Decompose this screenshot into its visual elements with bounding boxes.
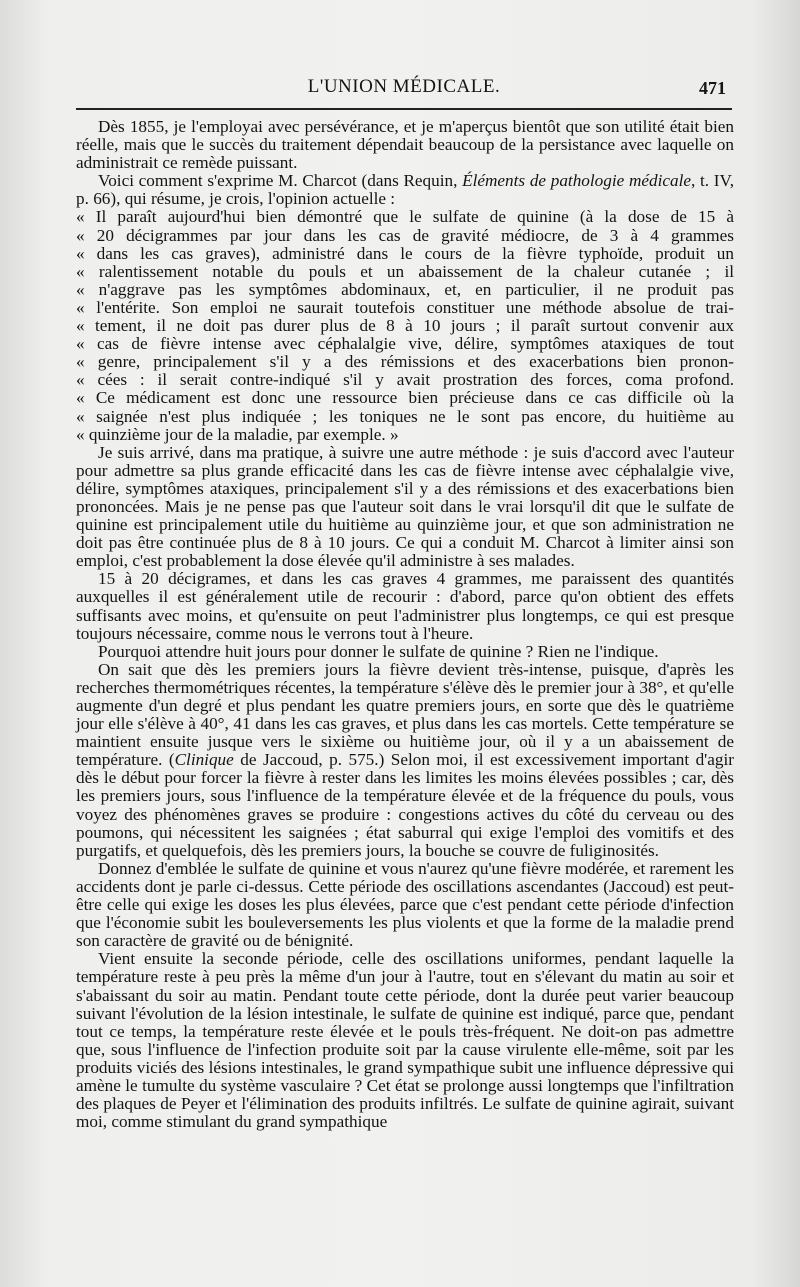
running-title: L'UNION MÉDICALE. xyxy=(307,76,501,97)
paragraph-text: On sait que dès les premiers jours la fièvre devient très-intense, puisque, d'après les recherches thermométriques récentes, la température s'élève dès le premier jour à 38°, et qu'elle augmente d'un degré et plus pendant les quatre premiers jours, en sorte que dès le quatrième jour elle s'élève à 40°, 41 dans les cas graves, et plus dans les cas mortels. Cette température se maintient ensuite jusque vers le sixième ou huitième jour, où il y a un abaissement de température. ( xyxy=(76,659,734,770)
quote-line: « saignée n'est plus indiquée ; les toniques ne le sont pas encore, du huitième au xyxy=(76,406,734,426)
page-header xyxy=(76,76,732,104)
paragraph: Pourquoi attendre huit jours pour donner le sulfate de quinine ? Rien ne l'indique. xyxy=(98,641,659,661)
quote-line: « 20 décigrammes par jour dans les cas de gravité médiocre, de 3 à 4 grammes xyxy=(76,225,734,245)
quote-line: « Il paraît aujourd'hui bien démontré que le sulfate de quinine (à la dose de 15 à xyxy=(76,207,734,227)
header-rule xyxy=(76,108,732,110)
paragraph-text: , t. IV, p. 66), qui résume, je crois, l'opinion actuelle : xyxy=(76,171,734,209)
page-number: 471 xyxy=(699,78,726,98)
book-title: Clinique xyxy=(174,750,234,770)
paragraph-text: Voici comment s'exprime M. Charcot (dans Requin, xyxy=(98,171,463,191)
quote-line: « genre, principalement s'il y a des rémissions et des exacerbations bien pronon- xyxy=(76,352,734,372)
quote-line: « ralentissement notable du pouls et un abaissement de la chaleur cutanée ; il xyxy=(76,261,734,281)
book-title: Éléments de pathologie médicale xyxy=(462,171,691,191)
paragraph: Donnez d'emblée le sulfate de quinine et vous n'aurez qu'une fièvre modérée, et rarement les accidents dont je parle ci-dessus. Cette période des oscillations ascendantes (Jaccoud) est peut-être celle qui exige les doses les plus élevées, parce que c'est pendant cette période d'infection que l'économie subit les bouleversements les plus violents et que la forme de la maladie prend son caractère de gravité ou de bénignité. xyxy=(76,858,734,951)
quote-line: « cées : il serait contre-indiqué s'il y avait prostration des forces, coma profond. xyxy=(76,370,734,390)
quote-line: « tement, il ne doit pas durer plus de 8 à 10 jours ; il paraît surtout convenir aux xyxy=(76,316,734,336)
quote-line: « quinzième jour de la maladie, par exemple. » xyxy=(76,424,399,444)
paragraph: Je suis arrivé, dans ma pratique, à suivre une autre méthode : je suis d'accord avec l'auteur pour admettre sa plus grande efficacité dans les cas de fièvre intense avec céphalalgie vive, délire, symptômes ataxiques, principalement s'il y a des rémissions et des exacerbations bien prononcées. Mais je ne pense pas que l'auteur soit dans le vrai lorsqu'il dit que le sulfate de quinine est principalement utile du huitième au quinzième jour, et que son administration ne doit pas être continuée plus de 8 à 10 jours. Ce qui a conduit M. Charcot à limiter ainsi son emploi, c'est probablement la dose élevée qu'il administre à ses malades. xyxy=(76,442,734,571)
paragraph: Vient ensuite la seconde période, celle des oscillations uniformes, pendant laquelle la température reste à peu près la même d'un jour à l'autre, tout en s'élevant du matin au soir et s'abaissant du soir au matin. Pendant toute cette période, dont la durée peut varier beaucoup suivant l'évolution de la lésion intestinale, le sulfate de quinine est indiqué, parce que, pendant tout ce temps, la température reste élevée et le pouls très-fréquent. Ne doit-on pas admettre que, sous l'influence de l'infection produite soit par la cause virulente elle-même, soit par les produits viciés des lésions intestinales, le grand sympathique subit une influence dépressive qui amène le tumulte du système vasculaire ? Cet état se prolonge aussi longtemps que l'infiltration des plaques de Peyer et l'élimination des produits infiltrés. Le sulfate de quinine agirait, suivant moi, comme stimulant du grand sympathique xyxy=(76,949,734,1132)
quote-line: « l'entérite. Son emploi ne saurait toutefois constituer une méthode absolue de trai- xyxy=(76,297,734,317)
paragraph xyxy=(76,172,734,208)
paragraph: Dès 1855, je l'employai avec persévérance, et je m'aperçus bientôt que son utilité était bien réelle, mais que le succès du traitement dépendait beaucoup de la persistance avec laquelle on administrait ce remède puissant. xyxy=(76,117,734,173)
paragraph-text: de Jaccoud, p. 575.) Selon moi, il est excessivement important d'agir dès le début pour forcer la fièvre à rester dans les limites les moins élevées possibles ; car, dès les premiers jours, sous l'influence de la température élevée et de la fréquence du pouls, vous voyez des phénomènes graves se produire : congestions actives du côté du cerveau ou des poumons, qui nécessitent les saignées ; état saburral qui exige l'emploi des vomitifs et des purgatifs, et quelquefois, dès les premiers jours, la bouche se couvre de fuliginosités. xyxy=(76,750,734,860)
paragraph: 15 à 20 décigrames, et dans les cas graves 4 grammes, me paraissent des quantités auxquelles il est généralement utile de recourir : d'abord, parce qu'on obtient des effets suffisants avec moins, et qu'ensuite on peut l'administrer plus longtemps, ce qui est presque toujours nécessaire, comme nous le verrons tout à l'heure. xyxy=(76,569,734,643)
quotation xyxy=(76,208,734,443)
paragraph xyxy=(76,661,734,860)
quote-line: « dans les cas graves), administré dans le cours de la fièvre typhoïde, produit un xyxy=(76,243,734,263)
quote-line: « cas de fièvre intense avec céphalalgie vive, délire, symptômes ataxiques de tout xyxy=(76,334,734,354)
article-body xyxy=(76,118,734,1131)
quote-line: « n'aggrave pas les symptômes abdominaux, et, en particulier, il ne produit pas xyxy=(76,279,734,299)
quote-line: « Ce médicament est donc une ressource bien précieuse dans ce cas difficile où la xyxy=(76,388,734,408)
